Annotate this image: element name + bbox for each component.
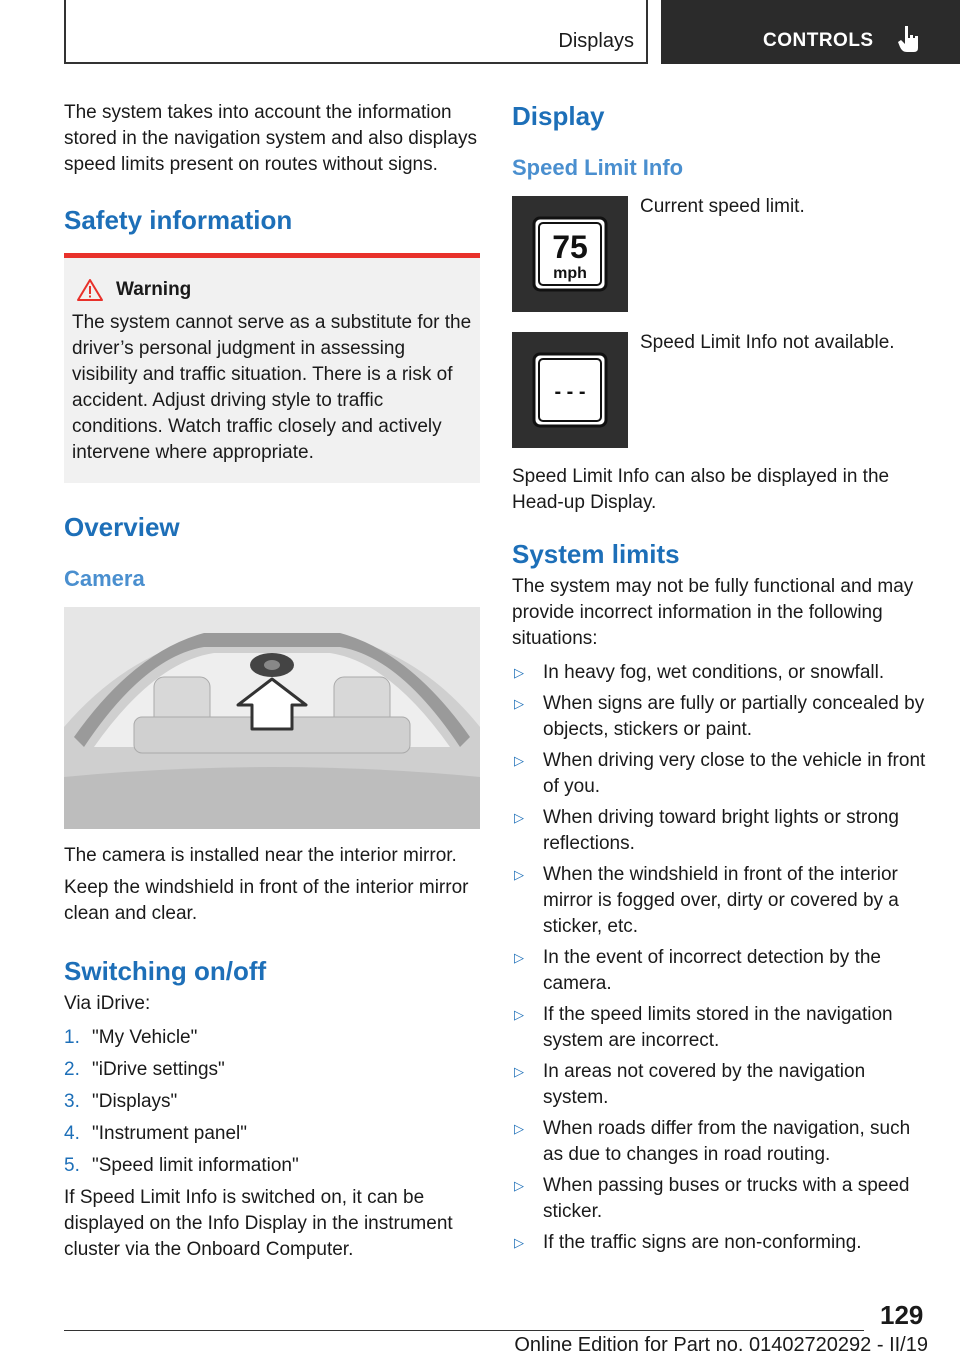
overview-heading: Overview <box>64 512 180 542</box>
step-item: 3. "Displays" <box>64 1091 178 1112</box>
camera-note: Keep the windshield in front of the interior mirror clean and clear. <box>64 877 469 924</box>
sign-dashes: - - - <box>554 381 586 403</box>
step-item: 2. "iDrive settings" <box>64 1059 225 1080</box>
speed-limit-sign-icon <box>512 196 628 312</box>
limit-item: ▷ When the windshield in front of the interior mirror is fogged over, dirty or covered by a sticker, etc. <box>514 864 899 937</box>
limit-item: ▷ In heavy fog, wet conditions, or snowfall. <box>514 662 885 683</box>
switch-note: If Speed Limit Info is switched on, it can be displayed on the Info Display in the instrument cluster via the Onboard Computer. <box>64 1187 453 1260</box>
not-available-text: Speed Limit Info not available. <box>640 332 895 353</box>
limit-item: ▷ When passing buses or trucks with a speed sticker. <box>514 1175 910 1222</box>
via-idrive-text: Via iDrive: <box>64 993 151 1014</box>
system-limits-list <box>512 660 928 1256</box>
page-number: 129 <box>880 1300 924 1330</box>
limit-unavailable-icon <box>512 332 628 448</box>
left-column <box>64 100 480 1263</box>
camera-location-illustration <box>64 607 480 829</box>
sign-speed-value: 75 <box>552 229 588 265</box>
system-limits-heading: System limits <box>512 539 680 569</box>
limit-item: ▷ In the event of incorrect detection by the camera. <box>514 947 881 994</box>
current-limit-text: Current speed limit. <box>640 196 805 217</box>
idrive-steps-list <box>64 1025 480 1179</box>
step-item: 1. "My Vehicle" <box>64 1027 198 1048</box>
step-item: 5. "Speed limit information" <box>64 1155 299 1176</box>
limit-item: ▷ If the speed limits stored in the navigation system are incorrect. <box>514 1004 893 1051</box>
right-column <box>512 100 928 1261</box>
system-limits-intro: The system may not be fully functional and may provide incorrect information in the following situations: <box>512 576 914 649</box>
limit-item: ▷ When signs are fully or partially concealed by objects, stickers or paint. <box>514 693 925 740</box>
limit-item: ▷ When roads differ from the navigation, such as due to changes in road routing. <box>514 1118 911 1165</box>
limit-item: ▷ If the traffic signs are non-conforming. <box>514 1232 862 1253</box>
display-heading: Display <box>512 101 605 131</box>
pointing-hand-icon <box>897 24 921 54</box>
warning-title: Warning <box>116 279 192 300</box>
camera-heading: Camera <box>64 566 145 591</box>
hud-note: Speed Limit Info can also be displayed in the Head-up Display. <box>512 466 890 513</box>
switch-heading: Switching on/off <box>64 956 267 986</box>
warning-body: The system cannot serve as a substitute for the driver’s personal judgment in assessing visibility and traffic situation. There is a risk of accident. Adjust driving style to traffic conditions. Watch traffic closely and actively intervene where appropriate. <box>72 312 472 463</box>
camera-caption: The camera is installed near the interior mirror. <box>64 845 457 866</box>
header-section-label: Displays <box>558 30 634 52</box>
speed-limit-sign-row <box>512 196 928 312</box>
limit-item: ▷ In areas not covered by the navigation system. <box>514 1061 866 1108</box>
safety-heading: Safety information <box>64 205 293 235</box>
header-section-tab <box>64 0 648 64</box>
speed-limit-info-heading: Speed Limit Info <box>512 155 684 180</box>
limit-item: ▷ When driving very close to the vehicle in front of you. <box>514 750 926 797</box>
edition-footer: Online Edition for Part no. 01402720292 - II/19 <box>514 1334 928 1356</box>
header-chapter-tab <box>661 0 960 64</box>
sign-speed-unit: mph <box>553 265 587 282</box>
intro-paragraph: The system takes into account the information stored in the navigation system and also displays speed limits present on routes without signs. <box>64 102 477 175</box>
step-item: 4. "Instrument panel" <box>64 1123 248 1144</box>
no-limit-sign-row <box>512 332 928 448</box>
header-chapter-label: CONTROLS <box>763 30 874 51</box>
warning-box <box>64 253 480 483</box>
footer-divider <box>64 1330 864 1331</box>
limit-item: ▷ When driving toward bright lights or strong reflections. <box>514 807 899 854</box>
warning-triangle-icon <box>76 278 104 302</box>
